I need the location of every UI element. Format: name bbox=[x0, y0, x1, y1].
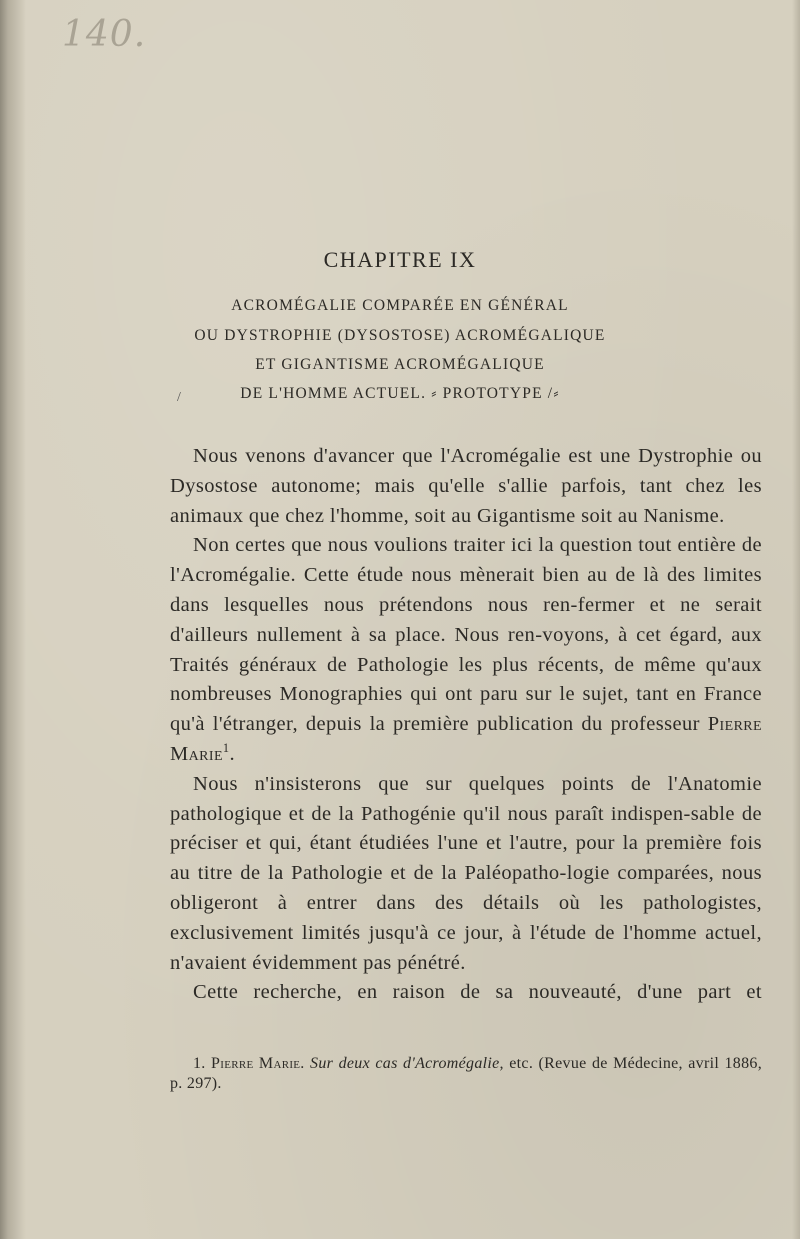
footnote-reference: 1 bbox=[222, 741, 230, 756]
pencil-mark: / bbox=[177, 390, 181, 405]
chapter-subtitle-line-2: OU DYSTROPHIE (DYSOSTOSE) ACROMÉGALIQUE bbox=[194, 327, 606, 344]
body-text bbox=[170, 442, 762, 1008]
footnote-rest: etc. (Revue de Médecine, avril 1886, p. 297). bbox=[170, 1055, 762, 1092]
page-edge bbox=[792, 0, 800, 1239]
page-spine-shadow bbox=[0, 0, 26, 1239]
chapter-subtitle-line-1: ACROMÉGALIE COMPARÉE EN GÉNÉRAL bbox=[231, 297, 569, 314]
handwritten-folio-number: 140. bbox=[62, 14, 147, 55]
paragraph-3: Nous n'insisterons que sur quelques points de l'Anatomie pathologique et de la Pathogénie qu'il nous paraît indispen-sable de préciser et qui, étant étudiées l'une et l'autre, pour la première fois au titre de la Pathologie et de la Paléopatho-logie comparées, nous obligeront à entrer dans des détails où les pathologistes, exclusivement limités jusqu'à ce jour, à l'étude de l'homme actuel, n'avaient évidemment pas pénétré. bbox=[170, 772, 762, 974]
footnote bbox=[170, 1054, 762, 1094]
chapter-subtitle-line-3: ET GIGANTISME ACROMÉGALIQUE bbox=[255, 356, 545, 373]
footnote-author: Pierre Marie. bbox=[211, 1055, 305, 1072]
paragraph-2-end: . bbox=[229, 742, 235, 765]
footnote-number: 1. bbox=[193, 1055, 206, 1072]
author-name: Pierre Marie bbox=[170, 713, 762, 765]
paragraph-1: Nous venons d'avancer que l'Acromégalie est une Dystrophie ou Dysostose autonome; mais qu'elle s'allie parfois, tant chez les animaux que chez l'homme, soit au Gigantisme soit au Nanisme. bbox=[170, 445, 762, 527]
paragraph-4: Cette recherche, en raison de sa nouveauté, d'une part et bbox=[193, 981, 762, 1004]
footnote-title: Sur deux cas d'Acromégalie, bbox=[310, 1055, 504, 1072]
chapter-subtitle-line-4: DE L'HOMME ACTUEL. ⸗ PROTOTYPE /⸗ bbox=[240, 385, 560, 402]
chapter-title: CHAPITRE IX bbox=[323, 247, 477, 272]
paragraph-2 bbox=[170, 531, 762, 769]
paragraph-2-text: Non certes que nous voulions traiter ici la question tout entière de l'Acromégalie. Cette étude nous mènerait bien au de là des limites dans lesquelles nous prétendons nous ren-fermer et ne serait d'ailleurs nullement à sa place. Nous ren-voyons, à cet égard, aux Traités généraux de Pathologie les plus récents, de même qu'aux nombreuses Monographies qui ont paru sur le sujet, tant en France qu'à l'étranger, depuis la première publication du professeur bbox=[170, 534, 762, 736]
